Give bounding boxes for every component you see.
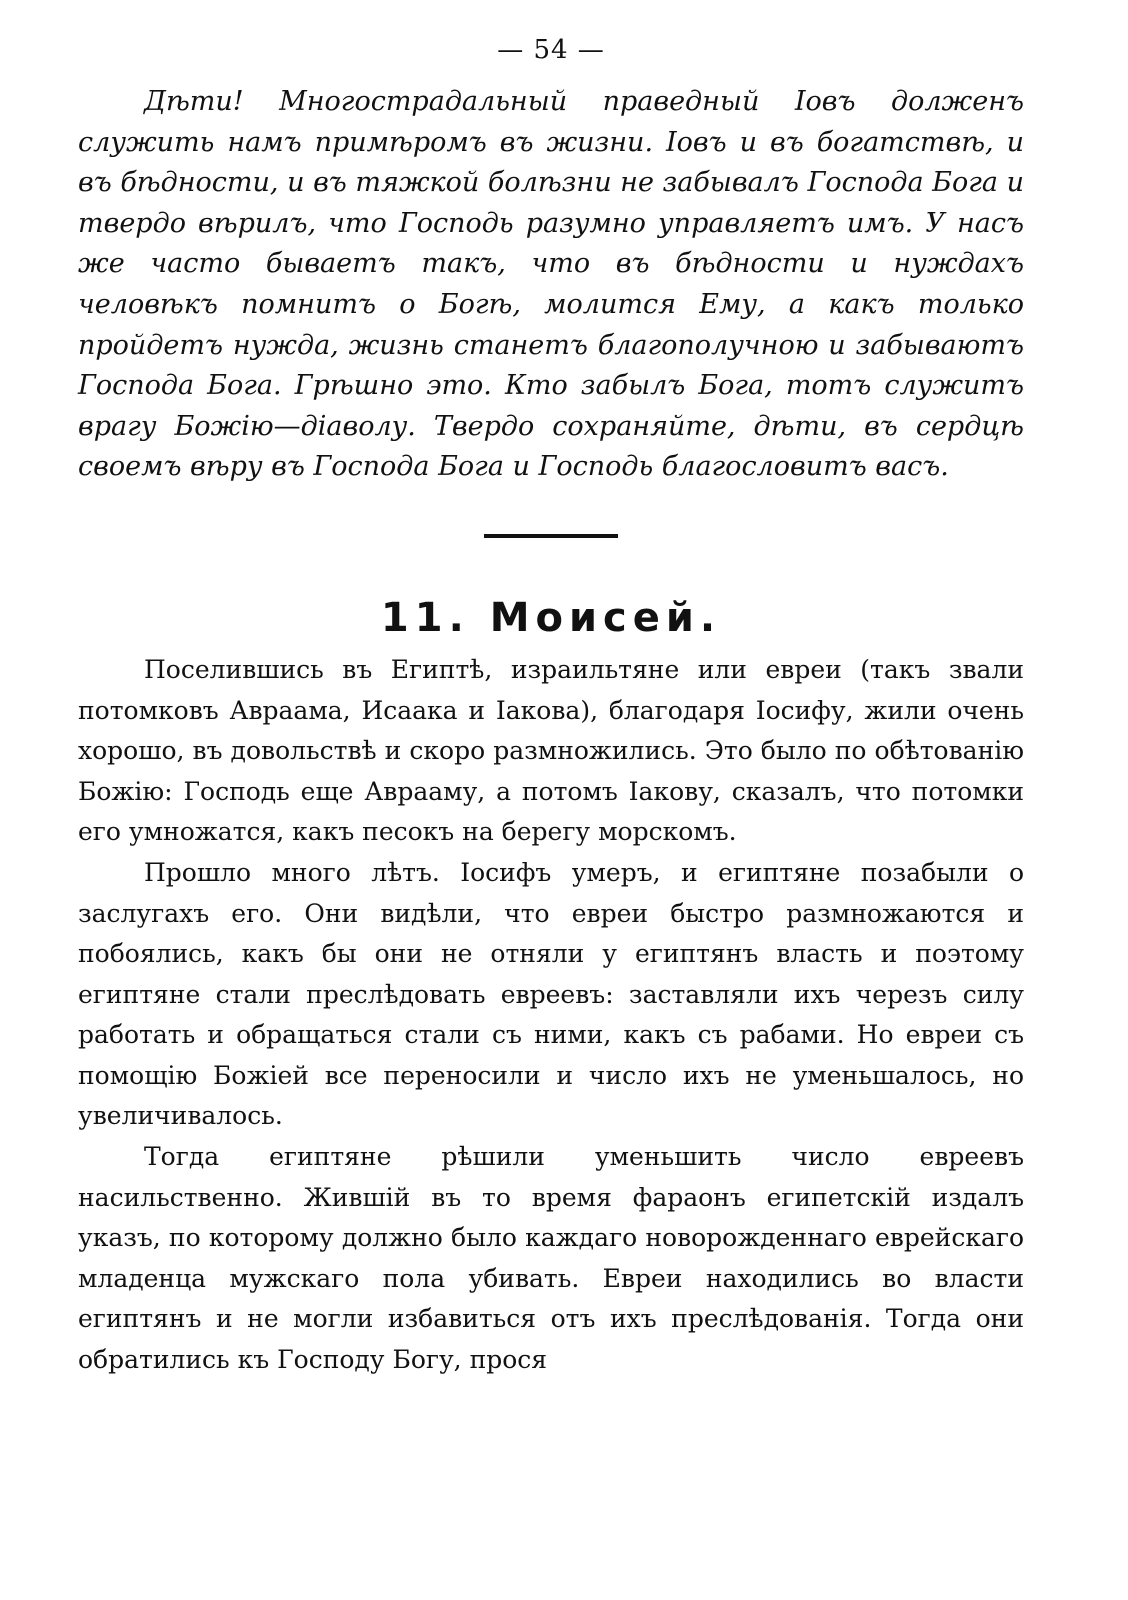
moral-paragraph: Дѣти! Многострадальный праведный Іовъ долженъ служить намъ примѣромъ въ жизни. Іовъ и въ богатствѣ, и въ бѣдности, и въ тяжкой болѣзни не забывалъ Господа Бога и твердо вѣрилъ, что Господь разумно управляетъ имъ. У насъ же часто бываетъ такъ, что въ бѣдности и нуждахъ человѣкъ помнитъ о Богѣ, молится Ему, а какъ только пройдетъ нужда, жизнь станетъ благополучною и забываютъ Господа Бога. Грѣшно это. Кто забылъ Бога, тотъ служитъ врагу Божію—діаволу. Твердо сохраняйте, дѣти, въ сердцѣ своемъ вѣру въ Господа Бога и Господь благословитъ васъ. bbox=[78, 86, 1024, 483]
page-number: — 54 — bbox=[497, 35, 605, 65]
book-page bbox=[78, 30, 1024, 1381]
section-divider bbox=[484, 534, 618, 538]
body-paragraph-3: Тогда египтяне рѣшили уменьшить число евреевъ насильственно. Жившій въ то время фараонъ египетскій издалъ указъ, по которому должно было каждаго новорожденнаго еврейскаго младенца мужскаго пола убивать. Евреи находились во власти египтянъ и не могли избавиться отъ ихъ преслѣдованія. Тогда они обратились къ Господу Богу, прося bbox=[78, 1142, 1024, 1375]
chapter-title: 11. Моисей. bbox=[380, 594, 722, 641]
body-paragraph-2: Прошло много лѣтъ. Іосифъ умеръ, и египтяне позабыли о заслугахъ его. Они видѣли, что евреи быстро размножаются и побоялись, какъ бы они не отняли у египтянъ власть и поэтому египтяне стали преслѣдовать евреевъ: заставляли ихъ черезъ силу работать и обращаться стали съ ними, какъ съ рабами. Но евреи съ помощію Божіей все переносили и число ихъ не уменьшалось, но увеличивалось. bbox=[78, 857, 1024, 1131]
body-paragraph-1: Поселившись въ Египтѣ, израильтяне или евреи (такъ звали потомковъ Авраама, Исаака и Іакова), благодаря Іосифу, жили очень хорошо, въ довольствѣ и скоро размножились. Это было по обѣтованію Божію: Господь еще Аврааму, а потомъ Іакову, сказалъ, что потомки его умножатся, какъ песокъ на берегу морскомъ. bbox=[78, 654, 1024, 847]
